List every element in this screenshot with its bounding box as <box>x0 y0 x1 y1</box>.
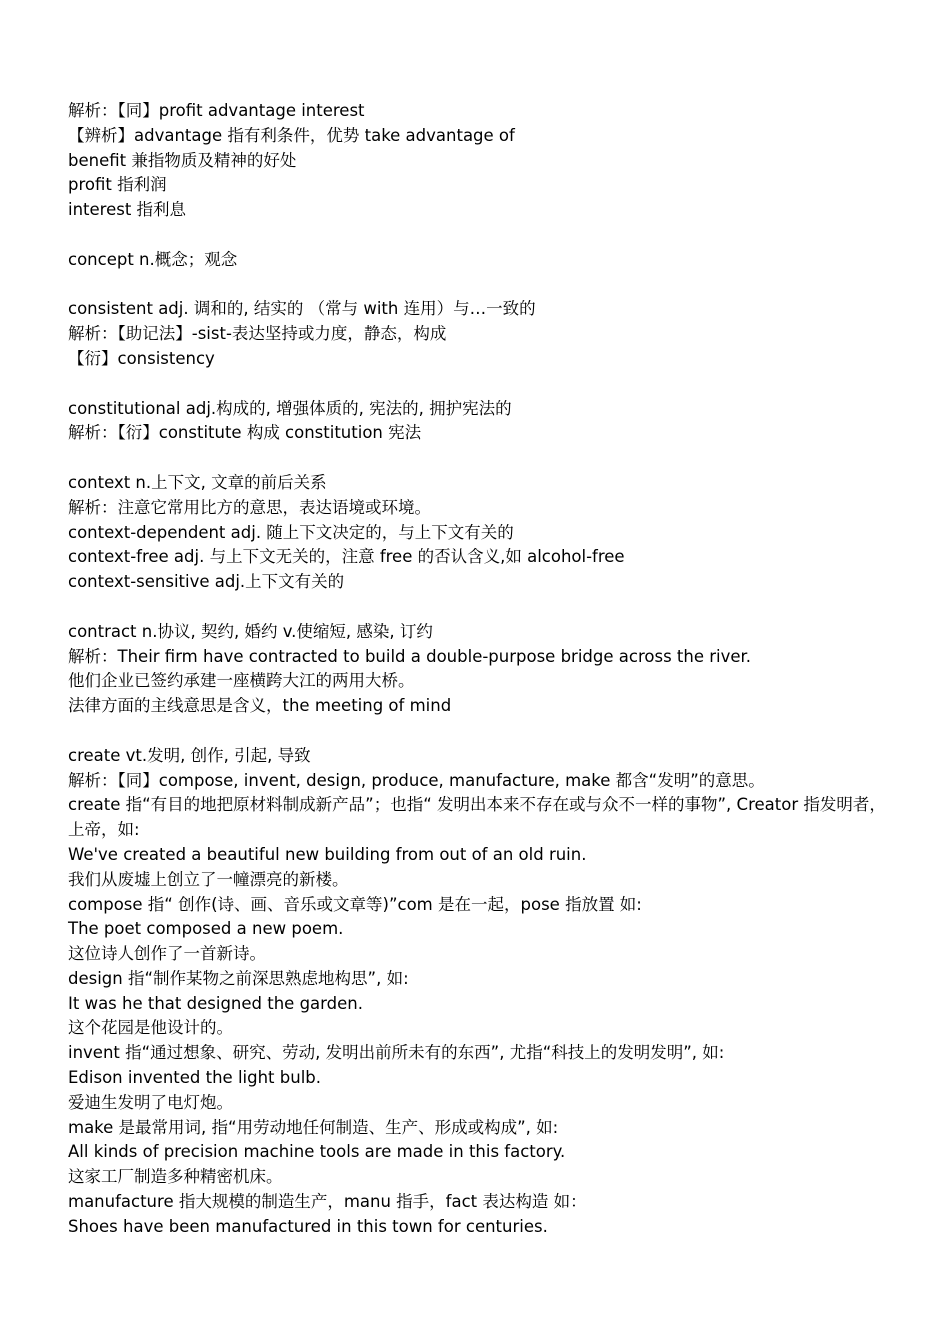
text-line: 解析：注意它常用比方的意思，表达语境或环境。 <box>68 497 431 517</box>
text-line: 他们企业已签约承建一座横跨大江的两用大桥。 <box>68 671 415 691</box>
text-line: 【辨析】advantage 指有利条件，优势 take advantage of <box>68 125 515 145</box>
text-line: 【衍】consistency <box>68 348 215 368</box>
blank-line <box>68 223 888 248</box>
text-line: manufacture 指大规模的制造生产，manu 指手，fact 表达构造 如： <box>68 1192 587 1212</box>
block-advantage <box>68 99 888 223</box>
text-line: concept n.概念；观念 <box>68 249 238 269</box>
block-context <box>68 471 888 595</box>
text-line: The poet composed a new poem. <box>68 919 344 939</box>
text-line: 我们从废墟上创立了一幢漂亮的新楼。 <box>68 869 349 889</box>
blank-line <box>68 446 888 471</box>
text-line: compose 指“ 创作(诗、画、音乐或文章等)”com 是在一起，pose 指放置 如: <box>68 894 642 914</box>
text-line: context n.上下文, 文章的前后关系 <box>68 472 327 492</box>
text-line: 解析：【同】compose, invent, design, produce, manufacture, make 都含“发明”的意思。 <box>68 770 765 790</box>
text-line: make 是最常用词, 指“用劳动地任何制造、生产、形成或构成”, 如: <box>68 1117 559 1137</box>
text-line: 解析：【衍】constitute 构成 constitution 宪法 <box>68 423 422 443</box>
document-page <box>68 99 888 1240</box>
text-line: It was he that designed the garden. <box>68 993 363 1013</box>
text-line: 解析：Their firm have contracted to build a double-purpose bridge across the river. <box>68 646 752 666</box>
text-line: 这个花园是他设计的。 <box>68 1018 233 1038</box>
block-constitutional <box>68 397 888 447</box>
text-line: 解析：【同】profit advantage interest <box>68 101 365 120</box>
text-line: create 指“有目的地把原材料制成新产品”；也指“ 发明出本来不存在或与众不一样的事物”, Creator 指发明者，上帝，如: <box>68 795 886 840</box>
blank-line <box>68 595 888 620</box>
blank-line <box>68 273 888 298</box>
text-line: profit 指利润 <box>68 175 167 195</box>
blank-line <box>68 372 888 397</box>
blank-line <box>68 719 888 744</box>
text-line: Shoes have been manufactured in this town for centuries. <box>68 1216 548 1236</box>
text-line: 爱迪生发明了电灯炮。 <box>68 1092 233 1112</box>
text-line: consistent adj. 调和的, 结实的 （常与 with 连用）与…一致的 <box>68 299 536 319</box>
block-concept <box>68 248 888 273</box>
text-line: 解析：【助记法】-sist-表达坚持或力度，静态，构成 <box>68 324 447 344</box>
text-line: invent 指“通过想象、研究、劳动, 发明出前所未有的东西”, 尤指“科技上的发明发明”, 如: <box>68 1043 725 1063</box>
block-consistent <box>68 297 888 371</box>
block-contract <box>68 620 888 719</box>
text-line: 这家工厂制造多种精密机床。 <box>68 1167 283 1187</box>
text-line: contract n.协议, 契约, 婚约 v.使缩短, 感染, 订约 <box>68 621 433 641</box>
text-line: design 指“制作某物之前深思熟虑地构思”, 如: <box>68 968 409 988</box>
text-line: We've created a beautiful new building from out of an old ruin. <box>68 844 587 864</box>
text-line: Edison invented the light bulb. <box>68 1068 322 1088</box>
block-create <box>68 744 888 1240</box>
text-line: context-free adj. 与上下文无关的，注意 free 的否认含义,如 alcohol-free <box>68 547 625 567</box>
text-line: benefit 兼指物质及精神的好处 <box>68 150 297 170</box>
text-line: 法律方面的主线意思是含义，the meeting of mind <box>68 696 452 716</box>
text-line: All kinds of precision machine tools are made in this factory. <box>68 1142 566 1162</box>
text-line: create vt.发明, 创作, 引起, 导致 <box>68 745 311 765</box>
text-line: context-sensitive adj.上下文有关的 <box>68 572 345 592</box>
text-line: constitutional adj.构成的, 增强体质的, 宪法的, 拥护宪法的 <box>68 398 512 418</box>
text-line: context-dependent adj. 随上下文决定的，与上下文有关的 <box>68 522 514 542</box>
text-line: 这位诗人创作了一首新诗。 <box>68 944 266 964</box>
text-line: interest 指利息 <box>68 200 187 220</box>
